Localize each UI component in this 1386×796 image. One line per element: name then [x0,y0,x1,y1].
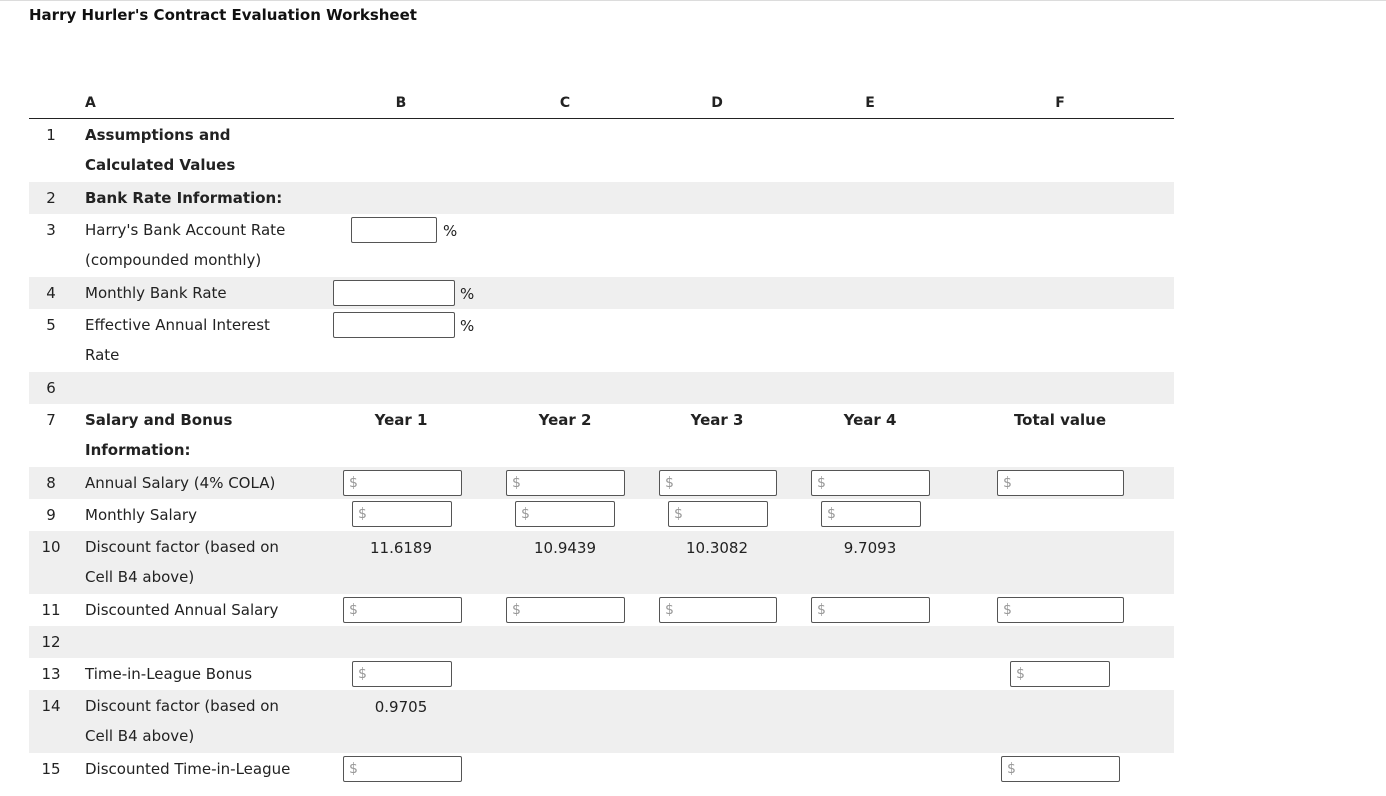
row-label-line1: Discount factor (based on [85,697,279,715]
row-label-line2: Calculated Values [85,156,236,174]
year-3-header: Year 3 [690,411,744,429]
row-label-line2: Rate [85,346,120,364]
row-label-line1: Effective Annual Interest [85,316,270,334]
row-number: 10 [41,538,61,556]
effective-annual-rate-input[interactable] [333,312,455,338]
monthly-salary-year3-input[interactable]: $ [668,501,768,527]
discount-factor-year4: 9.7093 [843,539,897,557]
year-1-header: Year 1 [374,411,428,429]
row-8 [29,467,1174,499]
row-number: 14 [41,697,61,715]
row-1 [29,119,1174,182]
percent-sign: % [443,222,458,240]
row-5 [29,309,1174,372]
column-header-a: A [85,95,96,111]
year-2-header: Year 2 [538,411,592,429]
column-header-d: D [711,95,723,111]
row-label-line1: Salary and Bonus [85,411,233,429]
column-header-c: C [559,95,571,111]
row-15 [29,753,1174,785]
row-number: 13 [41,665,61,683]
discounted-bonus-total-input[interactable]: $ [1001,756,1120,782]
row-label-line2: Information: [85,441,191,459]
discounted-bonus-year1-input[interactable]: $ [343,756,462,782]
row-12 [29,626,1174,658]
row-label [85,691,300,751]
discount-factor-year2: 10.9439 [533,539,597,557]
column-header-b: B [395,95,407,111]
row-number: 3 [46,221,56,239]
row-14 [29,690,1174,753]
annual-salary-year3-input[interactable]: $ [659,470,777,496]
row-number: 2 [46,189,56,207]
year-4-header: Year 4 [843,411,897,429]
discounted-salary-year2-input[interactable]: $ [506,597,625,623]
row-11 [29,594,1174,626]
monthly-salary-year2-input[interactable]: $ [515,501,615,527]
row-number: 1 [46,126,56,144]
row-4 [29,277,1174,309]
row-3 [29,214,1174,277]
row-label-line2: Cell B4 above) [85,568,195,586]
row-label-line2: Cell B4 above) [85,727,195,745]
worksheet [29,88,1174,785]
annual-salary-year1-input[interactable]: $ [343,470,462,496]
annual-salary-year4-input[interactable]: $ [811,470,930,496]
monthly-bank-rate-input[interactable] [333,280,455,306]
discounted-salary-total-input[interactable]: $ [997,597,1124,623]
annual-salary-total-input[interactable]: $ [997,470,1124,496]
column-header-e: E [865,95,875,111]
row-label-line2: (compounded monthly) [85,251,262,269]
row-label-line1: Assumptions and [85,126,231,144]
row-9 [29,499,1174,531]
percent-sign: % [460,285,475,303]
discount-factor-year1: 11.6189 [369,539,433,557]
row-label [85,532,300,592]
row-label [85,120,300,180]
row-label: Discounted Annual Salary [85,601,279,619]
row-label [85,310,300,370]
row-label: Annual Salary (4% COLA) [85,474,276,492]
discounted-salary-year1-input[interactable]: $ [343,597,462,623]
row-label-line1: Harry's Bank Account Rate [85,221,286,239]
row-label: Bank Rate Information: [85,189,283,207]
row-number: 6 [46,379,56,397]
row-number: 4 [46,284,56,302]
row-number: 12 [41,633,61,651]
bank-account-rate-input[interactable] [351,217,437,243]
row-label [85,215,300,275]
row-6 [29,372,1174,404]
discounted-salary-year3-input[interactable]: $ [659,597,777,623]
annual-salary-year2-input[interactable]: $ [506,470,625,496]
row-7 [29,404,1174,467]
discounted-salary-year4-input[interactable]: $ [811,597,930,623]
row-number: 15 [41,760,61,778]
time-in-league-bonus-year1-input[interactable]: $ [352,661,452,687]
time-in-league-bonus-total-input[interactable]: $ [1010,661,1110,687]
row-label: Discounted Time-in-League [85,760,291,778]
row-label-line1: Discount factor (based on [85,538,279,556]
discount-factor-year3: 10.3082 [685,539,749,557]
row-10 [29,531,1174,594]
column-header-f: F [1055,95,1065,111]
row-number: 9 [46,506,56,524]
monthly-salary-year4-input[interactable]: $ [821,501,921,527]
row-13 [29,658,1174,690]
row-number: 5 [46,316,56,334]
row-label [85,405,300,465]
row-label: Monthly Bank Rate [85,284,227,302]
top-divider [0,0,1386,1]
row-label: Monthly Salary [85,506,197,524]
monthly-salary-year1-input[interactable]: $ [352,501,452,527]
column-header-row [29,88,1174,119]
page-title: Harry Hurler's Contract Evaluation Worksheet [29,6,417,24]
row-number: 8 [46,474,56,492]
bonus-discount-factor: 0.9705 [374,698,428,716]
total-value-header: Total value [1013,411,1107,429]
row-2 [29,182,1174,214]
row-label: Time-in-League Bonus [85,665,253,683]
row-number: 11 [41,601,61,619]
row-number: 7 [46,411,56,429]
percent-sign: % [460,317,475,335]
